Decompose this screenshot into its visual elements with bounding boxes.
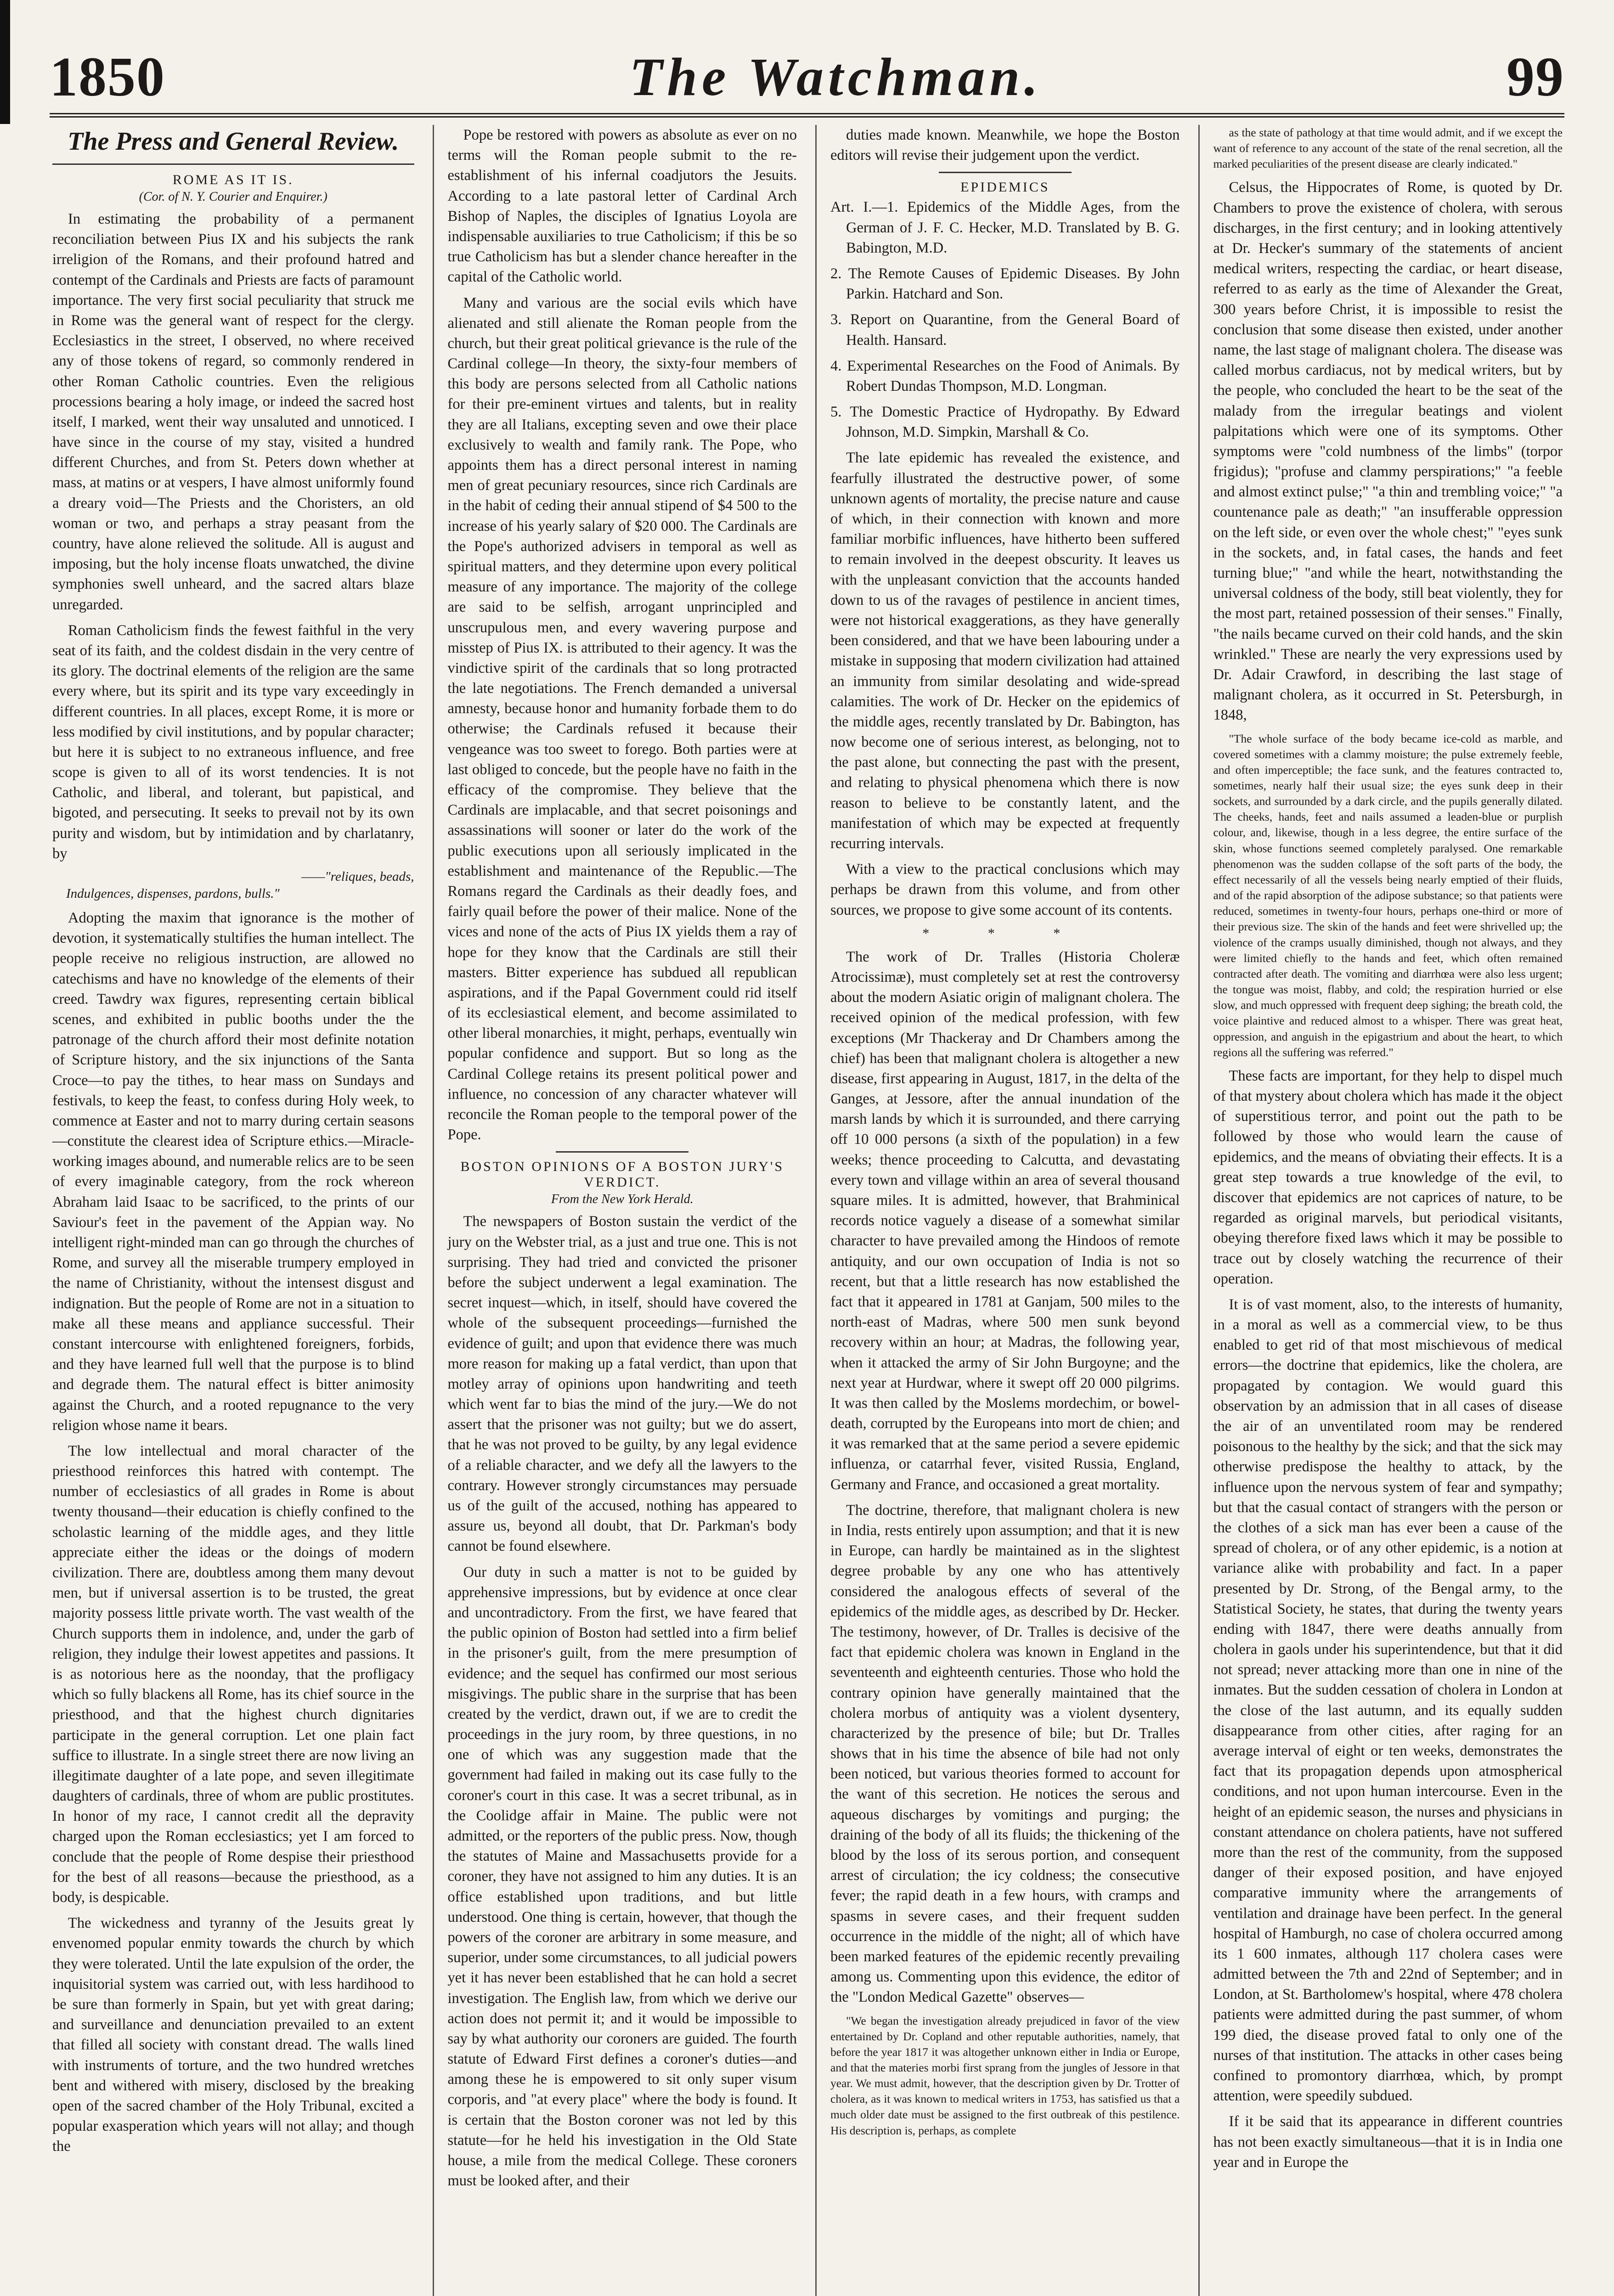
list-item: Art. I.—1. Epidemics of the Middle Ages, from the German of J. F. C. Hecker, M.D. Translated by B. G. Babington, M.D. xyxy=(830,199,1180,256)
section-title: The Press and General Review. xyxy=(68,127,399,156)
article-heading-boston: BOSTON OPINIONS OF A BOSTON JURY'S VERDICT. xyxy=(460,1159,784,1190)
paragraph: The low intellectual and moral character of the priesthood reinforces this hatred with contempt. The number of ecclesiastics of all grades in Rome is about twenty thousand—their education is chiefly confined to the scholastic learning of the middle ages, and they little appreciate either the ideas or the doings of modern civilization. There are, doubtless among them many devout men, but if universal assertion is to be trusted, the great majority possess little private worth. The vast wealth of the Church supports them in indolence, and, under the garb of religion, they indulge their lowest appetites and passions. It is as notorious here as the noonday, that the profligacy which so fully blackens all Rome, has its chief source in the priesthood, and that the highest church dignitaries participate in the general corruption. Let one plain fact suffice to illustrate. In a single street there are now living an illegitimate daughter of a late pope, and seven illegitimate daughters of cardinals, three of whom are public prostitutes. In honor of my race, I cannot credit all the depravity charged upon the Roman ecclesiastics; yet I am forced to conclude that the people of Rome despise their priesthood for the best of all reasons—because the priesthood, as a body, is despicable. xyxy=(52,1442,414,1906)
paragraph: Our duty in such a matter is not to be guided by apprehensive impressions, but by evidence at once clear and uncontradictory. From the first, we have feared that the public opinion of Boston had settled into a firm belief in the prisoner's guilt, from the mere presumption of evidence; and the sequel has confirmed our most serious misgivings. The public share in the surprise that has been created by the verdict, drawn out, if we are to credit the proceedings in the jury room, by three questions, in no one of which was any suggestion made that the government had failed in making out its case fully to the coroner's court in this case. It was a secret tribunal, as in the Coolidge affair in Maine. The public were not admitted, or the reporters of the public press. Now, though the statutes of Maine and Massachusetts provide for a coroner, they have not assigned to him any duties. It is an office established upon traditions, and but little understood. One thing is certain, however, that though the powers of the coroner are arbitrary in some measure, and superior, under some circumstances, to all judicial powers yet it has never been established that he can hold a secret investigation. The English law, from which we derive our action does not permit it; and it would be impossible to say by what authority our coroners are guided. The fourth statute of Edward First defines a coroner's duties—and among these he is empowered to sit only super visum corporis, and "at every place" where the body is found. It is certain that the Boston coroner was not led by this statute—for he held his investigation in the Old State house, a mile from the medical College. These coroners must be looked after, and their xyxy=(447,1564,797,2189)
article-source-rome: (Cor. of N. Y. Courier and Enquirer.) xyxy=(139,190,327,204)
paragraph: With a view to the practical conclusions which may perhaps be drawn from this volume, and from other sources, we propose to give some account of its contents. xyxy=(830,861,1180,918)
reviewed-works-list xyxy=(830,197,1180,442)
block-quote: "We began the investigation already prejudiced in favor of the view entertained by Dr. Copland and other reputable authorities, namely, that before the year 1817 it was altogether unknown either in India or Europe, and that the materies morbi first sprang from the jungles of Jessore in that year. We must admit, however, that the description given by Dr. Trotter of cholera, as it was known to medical writers in 1753, has satisfied us that a much older date must be assigned to the first outbreak of this pestilence. His description is, perhaps, as complete xyxy=(830,2014,1180,2137)
paragraph: It is of vast moment, also, to the interests of humanity, in a moral as well as a commercial view, to be thus enabled to get rid of that most mischievous of medical errors—the doctrine that epidemics, like the cholera, are propagated by contagion. We would guard this observation by an admission that in all cases of disease the air of an unventilated room may be rendered poisonous to the healthy by the sick; and that the sick may otherwise predispose the healthy to attack, by the influence upon the nervous system of fear and sympathy; but that the casual contact of strangers with the person or the clothes of a sick man has ever been a cause of the spread of cholera, or of any other epidemic, is a notion at variance alike with probability and fact. In a paper presented by Dr. Strong, of the Bengal army, to the Statistical Society, he states, that during the twenty years ending with 1847, there were deaths annually from cholera in gaols under his superintendence, but that it did not spread; never attacking more than one in nine of the inmates. But the sudden cessation of cholera in London at the close of the last autumn, and its equally sudden disappearance from other cities, after raging for an average interval of eight or ten weeks, demonstrates the fact that its propagation depends upon atmospherical conditions, and not upon human intercourse. Even in the height of an epidemic season, the nurses and physicians in constant attendance on cholera patients, have not suffered more than the rest of the community, from the supposed danger of their exposed position, and have enjoyed comparative immunity where the arrangements of ventilation and drainage have been perfect. In the general hospital of Hamburgh, no case of cholera occurred among its 1 600 inmates, although 117 cholera cases were admitted between the 7th and 22nd of September; and in London, at St. Bartholomew's hospital, where 478 cholera patients were admitted during the past summer, of whom 199 died, the disease proved fatal to only one of the nurses of that institution. The attacks in other cases being confined to promontory diarrhœa, which, by prompt attention, were speedily subdued. xyxy=(1213,1296,1563,2105)
paragraph: If it be said that its appearance in different countries has not been exactly simultaneous—that it is in India one year and in Europe the xyxy=(1213,2113,1563,2171)
article-separator xyxy=(556,1151,688,1153)
paragraph: Pope be restored with powers as absolute as ever on no terms will the Roman people submit to the re-establishment of his infernal coadjutors the Jesuits. According to a late pastoral letter of Cardinal Arch Bishop of Naples, the disciples of Ignatius Loyola are indispensable auxiliaries to true Catholicism; if this be so true Catholicism has but a slender chance hereafter in the capital of the Catholic world. xyxy=(447,127,797,286)
list-item: 2. The Remote Causes of Epidemic Diseases. By John Parkin. Hatchard and Son. xyxy=(830,265,1180,303)
verse-quote-line: Indulgences, dispenses, pardons, bulls." xyxy=(66,886,280,901)
masthead xyxy=(50,45,1564,109)
verse-quote-line: ——"reliques, beads, xyxy=(301,869,414,884)
article-separator xyxy=(939,172,1072,173)
paragraph: The late epidemic has revealed the existence, and fearfully illustrated the destructive power, of some unknown agents of mortality, the precise nature and cause of which, in their connection with known and more familiar morbific influences, have hitherto been suffered to remain involved in the deepest obscurity. It leaves us with the unpleasant conviction that the accounts handed down to us of the ravages of pestilence in ancient times, were not historical exaggerations, as they have generally been considered, and that we have been labouring under a mistake in supposing that modern civilization had attained an immunity from similar desolating and wide-spread calamities. The work of Dr. Hecker on the epidemics of the middle ages, recently translated by Dr. Babington, has now become one of serious interest, as belonging, not to the past alone, but connecting the past with the present, and relating to physical phenomena which there is now reason to believe to be constantly latent, and the manifestation of which may be expected at frequently recurring intervals. xyxy=(830,450,1180,852)
paragraph: The work of Dr. Tralles (Historia Choleræ Atrocissimæ), must completely set at rest the controversy about the modern Asiatic origin of malignant cholera. The received opinion of the medical profession, with few exceptions (Mr Thackeray and Dr Chambers among the chief) has been that malignant cholera is altogether a new disease, first appearing in August, 1817, in the delta of the Ganges, at Jessore, after the annual inundation of the marsh lands by which it is surrounded, and there carrying off 10 000 persons (a sixth of the population) in a few weeks; thence proceeding to Calcutta, and devastating every town and village within an area of several thousand square miles. It is admitted, however, that Brahminical records notice vaguely a disease of a somewhat similar character to have prevailed among the Hindoos of remote antiquity, and our own occupation of India is not so recent, but that a little research has now established the fact that it appeared in 1781 at Ganjam, 500 miles to the north-east of Madras, where 500 men sunk beyond recovery within an hour; at Madras, the following year, when it attacked the army of Sir John Burgoyne; and the next year at Hurdwar, where it swept off 20 000 pilgrims. It was then called by the Moslems mordechim, or bowel-death, corrupted by the Europeans into mort de chien; and it was remarked that at the same period a severe epidemic influenza, or catarrhal fever, visited Russia, England, Germany and France, and occasioned a great mortality. xyxy=(830,948,1180,1493)
list-item: 4. Experimental Researches on the Food of Animals. By Robert Dundas Thompson, M.D. Longman. xyxy=(830,357,1180,394)
paragraph: The wickedness and tyranny of the Jesuits great ly envenomed popular enmity towards the church by which they were tolerated. Until the late expulsion of the order, the inquisitorial system was carried out, with less hardihood to be sure than formerly in Spain, but yet with great daring; and surveillance and denunciation prevailed to an extent that filled all society with constant dread. The walls lined with instruments of torture, and the two hundred wretches bent and withered with misery, disclosed by the breaking open of the sacred chamber of the Holy Tribunal, excited a popular exasperation which years will not allay; and though the xyxy=(52,1915,414,2155)
section-rule xyxy=(52,163,414,165)
paragraph: The doctrine, therefore, that malignant cholera is new in India, rests entirely upon assumption; and that it is new in Europe, can hardly be maintained as in the slightest degree probable by any one who has attentively considered the analogous effects of several of the epidemics of the middle ages, as described by Dr. Hecker. The testimony, however, of Dr. Tralles is decisive of the fact that epidemic cholera was known in England in the seventeenth and eighteenth centuries. Those who hold the contrary opinion have generally maintained that the cholera morbus of antiquity was a violent dysentery, characterized by the presence of bile; but Dr. Tralles shows that in his time the absence of bile had not only been noticed, but various theories formed to account for the want of this secretion. He notices the serous and aqueous discharges by vomitings and purging; the draining of the body of all its fluids; the thickening of the blood by the loss of its serous portion, and consequent arrest of circulation; the icy coldness; the consecutive fever; the rapid death in a few hours, with cramps and spasms in severe cases, and their frequent sudden occurrence in the middle of the night; all of which have been marked features of the epidemic recently prevailing among us. Commenting upon this evidence, the editor of the "London Medical Gazette" observes— xyxy=(830,1502,1180,2006)
masthead-rule xyxy=(50,113,1564,118)
article-source-boston: From the New York Herald. xyxy=(551,1192,694,1207)
column-4 xyxy=(1198,125,1566,2296)
column-2 xyxy=(433,125,800,2296)
block-quote: "The whole surface of the body became ice-cold as marble, and covered sometimes with a clammy moisture; the pulse extremely feeble, and often imperceptible; the face sunk, and the features contracted to, sometimes, nearly half their usual size; the eyes sunk deep in their sockets, and surrounded by a dark circle, and the pupils generally dilated. The cheeks, hands, feet and nails assumed a leaden-blue or purplish colour, and, likewise, though in a less degree, the entire surface of the skin, whose functions seemed completely paralysed. One remarkable phenomenon was the sudden collapse of the soft parts of the body, the effect necessarily of all the vessels being nearly emptied of their fluids, and of the rapid absorption of the adipose substance; so that patients were reduced, sometimes in twenty-four hours, perhaps one-third or more of their previous size. The skin of the hands and feet were shrivelled up; the violence of the cramps usually diminished, though not always, and they were limited chiefly to the hands and feet, which often remained contracted after death. The vomiting and diarrhœa were also less urgent; the tongue was moist, flabby, and cold; the respiration hurried or else slow, and much oppressed with frequent deep sighing; the breath cold, the voice plaintive and reduced almost to a whisper. There was great heat, oppression, and anguish in the epigastrium and about the heart, to which regions all the suffering was referred." xyxy=(1213,732,1563,1059)
article-heading-rome: ROME AS IT IS. xyxy=(172,172,294,187)
article-heading-epidemics: EPIDEMICS xyxy=(960,180,1050,195)
paragraph: Celsus, the Hippocrates of Rome, is quoted by Dr. Chambers to prove the existence of cholera, with serous discharges, in the first century; and in looking attentively at Dr. Hecker's summary of the statements of ancient medical writers, respecting the cardiac, or heart disease, referred to as early as the time of Alexander the Great, 300 years before Christ, it is impossible to resist the conclusion that some disease then existed, under another name, the last stage of malignant cholera. The disease was called morbus cardiacus, not by medical writers, but by the people, who concluded the heart to be the seat of the malady from the irregular beatings and violent palpitations which were one of its symptoms. Other symptoms were "cold numbness of the limbs" (torpor frigidus); "profuse and clammy perspirations;" "a feeble and almost extinct pulse;" "a thin and trembling voice;" "a countenance pale as death;" "an insufferable oppression on the left side, or even over the whole chest;" "eyes sunk in the sockets, and, in fatal cases, the hands and feet turning blue;" "and while the heart, notwithstanding the universal coldness of the body, still beat violently, they for the most part, retained possession of their senses." Finally, "the nails became curved on their cold hands, and the skin wrinkled." These are nearly the very expressions used by Dr. Adair Crawford, in describing the last stage of malignant cholera, as it occurred in St. Petersburgh, in 1848, xyxy=(1213,179,1563,724)
column-1 xyxy=(50,125,417,2296)
page-number: 99 xyxy=(1507,46,1564,108)
paragraph: Adopting the maxim that ignorance is the mother of devotion, it systematically stultifies the human intellect. The people receive no religious instruction, are allowed no catechisms and have no knowledge of the elements of their creed. Tawdry wax figures, representing certain biblical scenes, and exhibited in public booths under the the patronage of the church afford their most definite notation of Scripture history, and the six injunctions of the Santa Croce—to pay the tithes, to hear mass on Sundays and festivals, to keep the feast, to confess during Holy week, to commence at Easter and not to marry during certain seasons—constitute the clearest idea of Scripture ethics.—Miracle-working images abound, and numerable relics are to be seen of every imaginable category, from the rock whereon Abraham laid Isaac to be sacrificed, to the prints of our Saviour's feet in the pavement of the Appian way. No intelligent right-minded man can go through the churches of Rome, and survey all the miserable trumpery employed in the name of Christianity, without the intensest disgust and indignation. But the people of Rome are not in a situation to make all these means and appliance successful. Their constant intercourse with enlightened foreigners, forbids, and they have learned full well that the purpose is to blind and degrade them. The natural effect is bitter animosity against the Church, and a rooted repugnance to the very religion whose name it bears. xyxy=(52,910,414,1434)
paragraph: In estimating the probability of a permanent reconciliation between Pius IX and his subjects the rank irreligion of the Romans, and their profound hatred and contempt of the Cardinals and Priests are facts of paramount importance. The very first social peculiarity that struck me in Rome was the general want of respect for the clergy. Ecclesiastics in the street, I observed, no where received any of those tokens of regard, so commonly rendered in other Roman Catholic countries. Even the religious processions bearing a holy image, or indeed the sacred host itself, I marked, went their way unsaluted and unnoticed. I have since in the course of my stay, visited a hundred different Churches, and from St. Peters down whether at mass, at matins or at vespers, I have almost uniformly found a dreary void—The Priests and the Choristers, an old woman or two, and perhaps a stray peasant from the country, have alone relieved the solitude. All is august and imposing, but the holy incense floats unwatched, the divine symphonies swell unheard, and the sacred altars blaze unregarded. xyxy=(52,211,414,613)
newspaper-title: The Watchman. xyxy=(629,47,1043,107)
article-columns xyxy=(50,125,1565,2296)
paragraph: These facts are important, for they help to dispel much of that mystery about cholera which has made it the object of superstitious terror, and point out the path to be followed by those who would learn the cause of epidemics, and the means of obviating their effects. It is a great step towards a true knowledge of the evil, to discover that epidemics are not caprices of nature, to be regarded as original marvels, but periodical visitants, obeying therefore fixed laws which it may be possible to trace out by closely watching the recurrence of their operation. xyxy=(1213,1067,1563,1287)
paragraph: duties made known. Meanwhile, we hope the Boston editors will revise their judgement upon the verdict. xyxy=(830,127,1180,164)
page-edge-mark xyxy=(0,0,10,124)
paragraph: The newspapers of Boston sustain the verdict of the jury on the Webster trial, as a just and true one. This is not surprising. They had tried and convicted the prisoner before the subject underwent a legal examination. The secret inquest—which, in itself, should have covered the whole of the subsequent proceedings—furnished the evidence of guilt; and upon that evidence there was much more reason for making up a fatal verdict, than upon that motley array of opinions upon handwriting and teeth which went far to bias the mind of the jury.—We do not assert that the prisoner was not guilty; but we do assert, that he was not proved to be guilty, by any legal evidence of a reliable character, and we defy all the lawyers to the contrary. However strongly circumstances may persuade us of the guilt of the accused, nothing has appeared to assure us, beyond all doubt, that Dr. Parkman's body cannot be found elsewhere. xyxy=(447,1213,797,1555)
list-item: 3. Report on Quarantine, from the General Board of Health. Hansard. xyxy=(830,311,1180,349)
column-3 xyxy=(815,125,1183,2296)
paragraph: Many and various are the social evils which have alienated and still alienate the Roman people from the church, but their great political grievance is the rule of the Cardinal college—In theory, the sixty-four members of this body are persons selected from all Catholic nations for their pre-eminent virtues and talents, but in reality they are all Italians, excepting seven and owe their place exclusively to wealth and family rank. The Pope, who appoints them has a direct personal interest in naming men of great pecuniary resources, since rich Cardinals are in the habit of ceding their annual stipend of $4 500 to the increase of his yearly salary of $20 000. The Cardinals are the Pope's authorized advisers in temporal as well as spiritual matters, and they determine upon every political measure of any importance. The majority of the college are said to be selfish, arrogant unprincipled and unscrupulous men, and every wavering purpose and misstep of Pius IX. is attributed to their agency. It was the vindictive spirit of the cardinals that so long protracted the late negotiations. The French demanded a universal amnesty, because honor and humanity forbade them to do otherwise; the Cardinals refused it because their vengeance was too sweet to forego. Both parties were at last obliged to concede, but the people have no faith in the efficacy of the compromise. They believe that the Cardinals are implacable, and that secret poisonings and assassinations will sooner or later do the work of the public executions upon all seriously implicated in the establishment and maintenance of the Republic.—The Romans regard the Cardinals as their deadly foes, and fairly quail before the power of their malice. None of the vices and none of the acts of Pius IX yields them a ray of hope for they know that the Cardinals are still their masters. Bitter experience has subdued all republican aspirations, and if the Papal Government could rid itself of its ecclesiastical element, and become assimilated to other liberal monarchies, it might, perhaps, eventually win popular confidence and support. But so long as the Cardinal College retains its present political power and influence, no concession of any character whatever will reconcile the Roman people to the temporal power of the Pope. xyxy=(447,294,797,1143)
section-break-stars: * * * xyxy=(922,925,1088,941)
paragraph: Roman Catholicism finds the fewest faithful in the very seat of its faith, and the coldest disdain in the very centre of its glory. The doctrinal elements of the religion are the same every where, but its spirit and its type vary exceedingly in different countries. In all places, except Rome, it is more or less modified by civil institutions, and by popular character; but here it is subject to no extraneous influence, and free scope is given to all of its worst tendencies. It is not Catholic, and liberal, and tolerant, but papistical, and bigoted, and persecuting. It seeks to prevail not by its own purity and wisdom, but by intimidation and by charlatanry, by xyxy=(52,622,414,862)
list-item: 5. The Domestic Practice of Hydropathy. By Edward Johnson, M.D. Simpkin, Marshall & Co. xyxy=(830,404,1180,441)
block-quote-continued: as the state of pathology at that time would admit, and if we except the want of reference to any account of the state of the renal secretion, all the marked peculiarities of the present disease are clearly indicated." xyxy=(1213,126,1563,171)
issue-year: 1850 xyxy=(50,46,165,108)
